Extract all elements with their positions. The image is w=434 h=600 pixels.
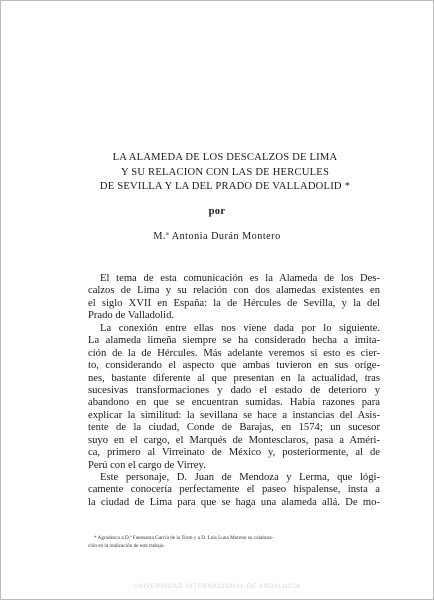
title-line: DE SEVILLA Y LA DEL PRADO DE VALLADOLID * [99, 181, 351, 192]
footnote-line: * Agradezco a D.ª Fuensanta García de la Torre y a D. Luis Luna Moreno su colabora- [94, 535, 274, 541]
watermark: UNIVERSIDAD INTERNACIONAL DE ANDALUCÍA [133, 584, 301, 590]
text-line: calzos de Lima y su relación con dos alamedas existentes en [88, 285, 380, 297]
text-line: camente conocería perfectamente el paseo hispalense, insta a [88, 484, 380, 496]
article-title [60, 151, 390, 195]
text-line: Prado de Valladolid. [88, 310, 175, 322]
text-line: el siglo XVII en España: la de Hércules de Sevilla, y la del [88, 297, 380, 309]
text-line: ca, primero al Virreinato de México y, posteriormente, al de [88, 447, 380, 459]
text-line: ción de la de Hércules. Más adelante veremos si esto es cier- [88, 347, 380, 359]
text-line: La alameda limeña siempre se ha considerado hecha a imita- [88, 335, 380, 347]
text-line: tente de la ciudad, Conde de Barajas, en 1574; un sucesor [88, 422, 380, 434]
text-line: nes, bastante diferente al que presentan en la actualidad, tras [88, 372, 380, 384]
footnote [88, 534, 380, 550]
text-line: La conexión entre ellas nos viene dada por lo siguiente. [100, 322, 380, 334]
text-line: El tema de esta comunicación es la Alameda de los Des- [100, 273, 380, 284]
title-line: Y SU RELACION CON LAS DE HERCULES [120, 166, 330, 178]
footnote-line: ción en la realización de este trabajo. [88, 543, 165, 549]
text-line: explicar la similitud: la sevillana se hace a instancias del Asis- [88, 409, 380, 421]
text-line: Perú con el cargo de Virrey. [88, 459, 206, 471]
text-line: suyo en el cargo, el Marqués de Montesclaros, pasa a Améri- [88, 434, 380, 446]
title-line: LA ALAMEDA DE LOS DESCALZOS DE LIMA [112, 152, 338, 163]
text-line: sucesivas transformaciones y dado el estado de deterioro y [88, 384, 380, 396]
text-line: abandono en que se encuentran sumidas. Había razones para [88, 397, 380, 409]
author-name: M.ª Antonia Durán Montero [153, 231, 281, 242]
body-text [88, 273, 380, 509]
text-line: Este personaje, D. Juan de Mendoza y Lerma, que lógi- [100, 472, 380, 483]
byline-por: por [208, 206, 226, 217]
text-line: to, considerando el aspecto que ambas tuvieron en sus oríge- [88, 360, 380, 372]
text-line: la ciudad de Lima para que se haga una alameda allá. De mo- [88, 496, 380, 508]
